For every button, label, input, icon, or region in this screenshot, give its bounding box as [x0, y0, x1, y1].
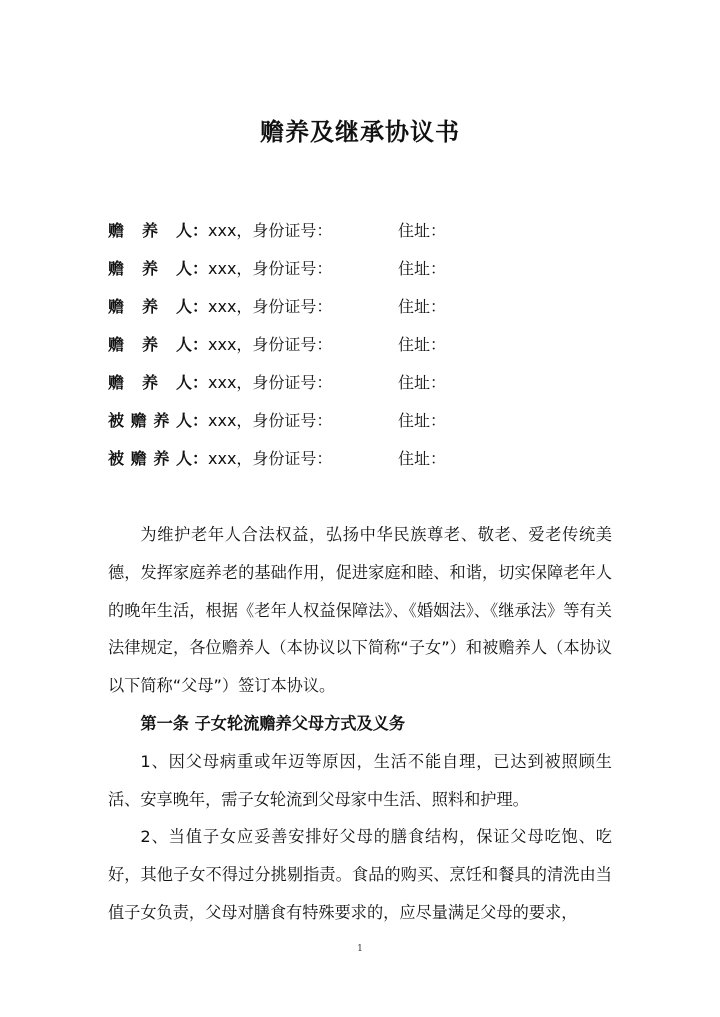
party-line — [108, 250, 628, 288]
party-role: 赡 养 人 — [108, 259, 192, 278]
section-heading: 第一条 子女轮流赡养父母方式及义务 — [140, 713, 406, 733]
party-address-label: 住址： — [398, 297, 447, 316]
clause-paragraph: 1、因父母病重或年迈等原因，生活不能自理，已达到被照顾生活、安享晚年，需子女轮流到父母家中生活、照料和护理。 — [108, 751, 612, 809]
party-role-colon: ： — [192, 373, 209, 392]
party-address-label: 住址： — [398, 259, 447, 278]
party-role: 被赡养人 — [108, 411, 192, 430]
party-list — [108, 212, 628, 478]
party-role: 赡 养 人 — [108, 335, 192, 354]
page-number: 1 — [357, 944, 363, 954]
party-id-info: xxx，身份证号： — [208, 449, 333, 468]
party-role-colon: ： — [192, 411, 209, 430]
party-role-colon: ： — [192, 449, 209, 468]
party-id-info: xxx，身份证号： — [208, 335, 333, 354]
party-id-info: xxx，身份证号： — [208, 297, 333, 316]
party-address-label: 住址： — [398, 335, 447, 354]
party-role-colon: ： — [192, 259, 209, 278]
party-line — [108, 440, 628, 478]
party-role: 赡 养 人 — [108, 221, 192, 240]
party-line — [108, 364, 628, 402]
clause-paragraph: 2、当值子女应妥善安排好父母的膳食结构，保证父母吃饱、吃好，其他子女不得过分挑剔指责。食品的购买、烹饪和餐具的清洗由当值子女负责，父母对膳食有特殊要求的，应尽量满足父母的要求， — [108, 827, 612, 922]
party-role: 赡 养 人 — [108, 373, 192, 392]
party-address-label: 住址： — [398, 411, 447, 430]
party-address-label: 住址： — [398, 373, 447, 392]
preamble-paragraph: 为维护老年人合法权益，弘扬中华民族尊老、敬老、爱老传统美德，发挥家庭养老的基础作用，促进家庭和睦、和谐，切实保障老年人的晚年生活，根据《老年人权益保障法》、《婚姻法》、《继承法》等有关法律规定，各位赡养人（本协议以下简称“子女”）和被赡养人（本协议以下简称“父母”）签订本协议。 — [108, 525, 612, 696]
party-role-colon: ： — [192, 221, 209, 240]
party-role-colon: ： — [192, 335, 209, 354]
party-address-label: 住址： — [398, 449, 447, 468]
party-role: 被赡养人 — [108, 449, 192, 468]
party-role-colon: ： — [192, 297, 209, 316]
party-line — [108, 326, 628, 364]
party-line — [108, 402, 628, 440]
party-address-label: 住址： — [398, 221, 447, 240]
party-line — [108, 288, 628, 326]
agreement-body — [108, 516, 612, 932]
party-id-info: xxx，身份证号： — [208, 221, 333, 240]
party-role: 赡 养 人 — [108, 297, 192, 316]
party-line — [108, 212, 628, 250]
document-title: 赡养及继承协议书 — [260, 118, 460, 146]
party-id-info: xxx，身份证号： — [208, 259, 333, 278]
party-id-info: xxx，身份证号： — [208, 373, 333, 392]
party-id-info: xxx，身份证号： — [208, 411, 333, 430]
